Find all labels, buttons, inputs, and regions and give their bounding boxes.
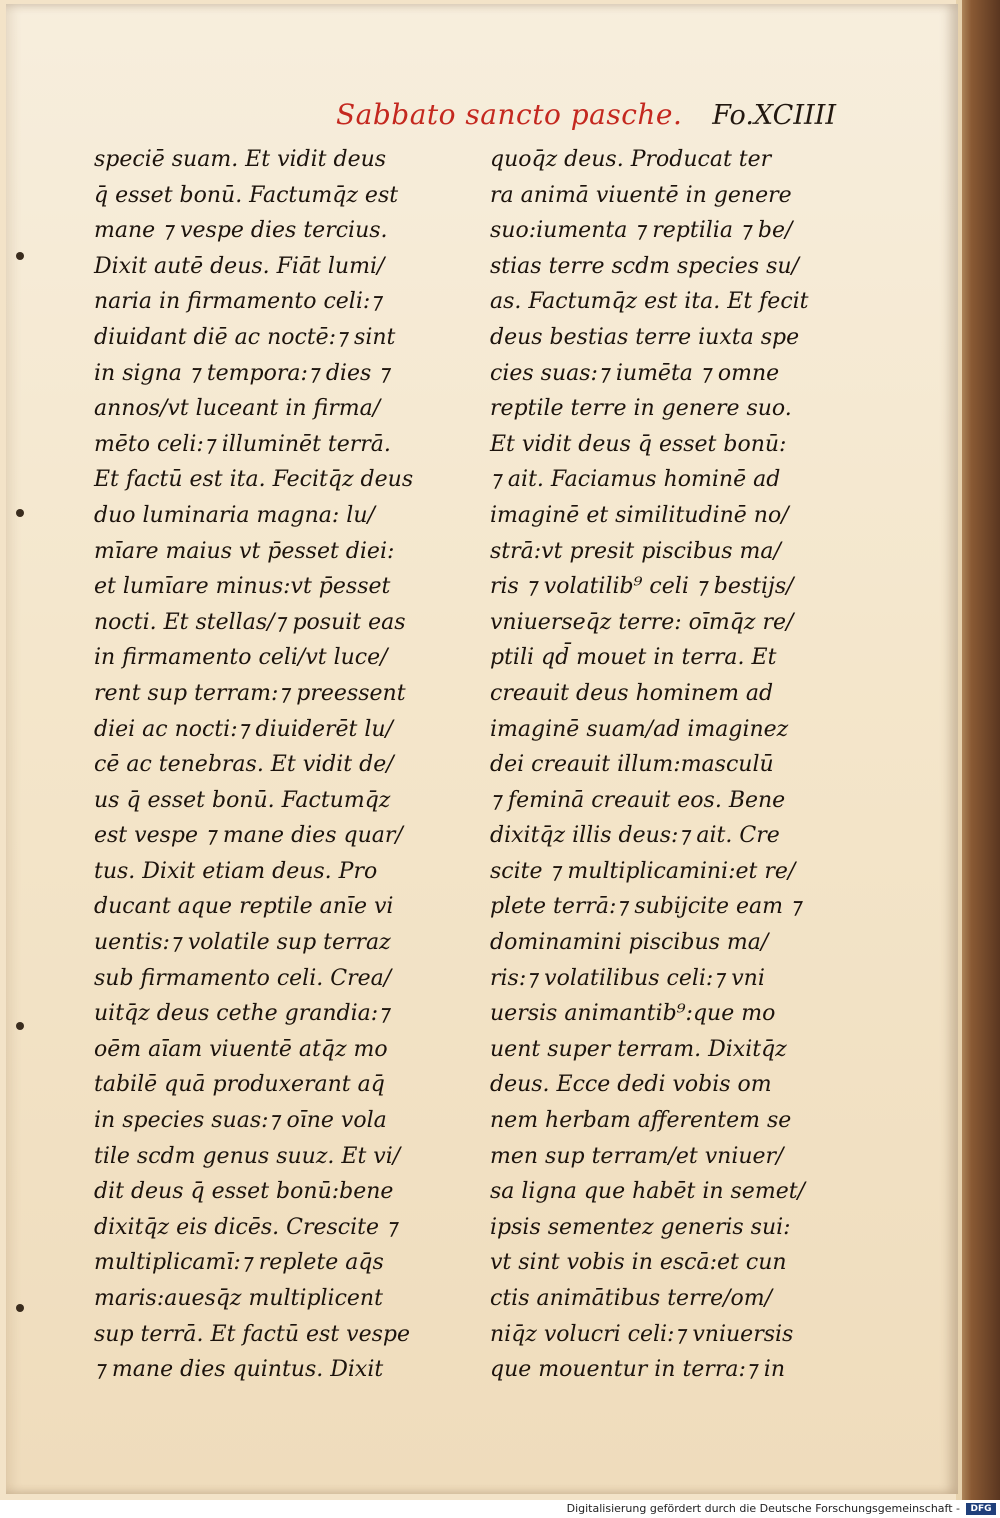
text-line: uitq̄z deus cethe grandia:⁊ bbox=[94, 1001, 390, 1027]
text-line: niq̄z volucri celi:⁊ vniuersis bbox=[490, 1321, 794, 1347]
binding-hole bbox=[16, 1304, 24, 1312]
text-line: plete terrā:⁊ subijcite eam ⁊ bbox=[490, 894, 801, 920]
text-line: vniuerseq̄z terre: oīmq̄z re/ bbox=[490, 609, 794, 635]
text-line: strā:vt presit piscibus ma/ bbox=[490, 538, 781, 564]
text-line: in species suas:⁊ oīne vola bbox=[94, 1108, 387, 1134]
text-line: quoq̄z deus. Producat ter bbox=[490, 147, 772, 172]
text-line: cē ac tenebras. Et vidit de/ bbox=[94, 752, 394, 778]
text-line: in signa ⁊ tempora:⁊ dies ⁊ bbox=[94, 360, 390, 386]
text-line: Et factū est ita. Fecitq̄z deus bbox=[94, 467, 414, 493]
text-line: que mouentur in terra:⁊ in bbox=[490, 1357, 786, 1383]
text-line: speciē suam. Et vidit deus bbox=[94, 147, 387, 172]
text-line: in firmamento celi/vt luce/ bbox=[94, 645, 388, 671]
text-line: duo luminaria magna: lu/ bbox=[94, 502, 375, 528]
text-line: sup terrā. Et factū est vespe bbox=[94, 1321, 410, 1347]
text-line: mīare maius vt p̄esset diei: bbox=[94, 538, 395, 564]
running-head: Sabbato sancto pasche. bbox=[336, 98, 683, 131]
text-line: nocti. Et stellas/⁊ posuit eas bbox=[94, 609, 406, 635]
text-line: suo:iumenta ⁊ reptilia ⁊ be/ bbox=[490, 218, 793, 244]
text-line: ipsis sementez generis sui: bbox=[490, 1214, 791, 1240]
text-line: ⁊ ait. Faciamus hominē ad bbox=[490, 467, 781, 493]
text-line: us q̄ esset bonū. Factumq̄z bbox=[94, 787, 391, 813]
text-line: sa ligna que habēt in semet/ bbox=[490, 1179, 805, 1205]
text-line: dominamini piscibus ma/ bbox=[490, 930, 769, 956]
text-line: diuidant diē ac noctē:⁊ sint bbox=[94, 324, 396, 350]
text-line: dixitq̄z illis deus:⁊ ait. Cre bbox=[490, 823, 780, 849]
dfg-logo: DFG bbox=[966, 1503, 996, 1515]
text-line: ris:⁊ volatilibus celi:⁊ vni bbox=[490, 965, 765, 991]
binding-hole bbox=[16, 252, 24, 260]
text-line: tile scdm genus suuz. Et vi/ bbox=[94, 1143, 401, 1169]
text-line: multiplicamī:⁊ replete aq̄s bbox=[94, 1250, 384, 1276]
text-line: diei ac nocti:⁊ diuiderēt lu/ bbox=[94, 716, 393, 742]
text-line: reptile terre in genere suo. bbox=[490, 396, 792, 422]
folio-number: Fo.XCIIII bbox=[712, 100, 836, 131]
text-line: rent sup terram:⁊ preessent bbox=[94, 680, 406, 706]
text-line: tabilē quā produxerant aq̄ bbox=[94, 1072, 385, 1098]
text-line: maris:auesq̄z multiplicent bbox=[94, 1286, 383, 1311]
text-line: scite ⁊ multiplicamini:et re/ bbox=[490, 858, 796, 884]
text-line: naria in firmamento celi:⁊ bbox=[94, 289, 382, 315]
text-line: cies suas:⁊ iumēta ⁊ omne bbox=[490, 360, 780, 386]
binding-hole bbox=[16, 1022, 24, 1030]
text-line: et lumīare minus:vt p̄esset bbox=[94, 574, 391, 600]
text-line: ctis animātibus terre/om/ bbox=[490, 1286, 773, 1311]
text-line: dixitq̄z eis dicēs. Crescite ⁊ bbox=[94, 1214, 397, 1240]
text-line: stias terre scdm species su/ bbox=[490, 253, 799, 279]
text-line: q̄ esset bonū. Factumq̄z est bbox=[94, 182, 399, 208]
text-line: annos/vt luceant in firma/ bbox=[94, 396, 381, 422]
text-line: oēm aīam viuentē atq̄z mo bbox=[94, 1036, 388, 1062]
text-line: men sup terram/et vniuer/ bbox=[490, 1143, 784, 1169]
text-line: tus. Dixit etiam deus. Pro bbox=[94, 858, 378, 884]
text-line: uentis:⁊ volatile sup terraz bbox=[94, 930, 391, 956]
text-line: imaginē et similitudinē no/ bbox=[490, 502, 789, 528]
text-line: mane ⁊ vespe dies tercius. bbox=[94, 218, 388, 244]
text-line: deus bestias terre iuxta spe bbox=[490, 324, 800, 350]
book-page bbox=[6, 4, 958, 1494]
text-line: dit deus q̄ esset bonū:bene bbox=[94, 1179, 394, 1205]
text-line: ⁊ feminā creauit eos. Bene bbox=[490, 787, 786, 813]
text-column-right bbox=[490, 142, 840, 1388]
text-line: ducant aque reptile anīe vi bbox=[94, 894, 394, 920]
text-line: est vespe ⁊ mane dies quar/ bbox=[94, 823, 403, 849]
text-line: Dixit autē deus. Fiāt lumi/ bbox=[94, 253, 385, 279]
funding-credit: Digitalisierung gefördert durch die Deutsche Forschungsgemeinschaft - bbox=[566, 1502, 960, 1515]
text-line: uent super terram. Dixitq̄z bbox=[490, 1036, 787, 1062]
text-line: ris ⁊ volatilib⁹ celi ⁊ bestijs/ bbox=[490, 574, 794, 600]
binding-hole bbox=[16, 509, 24, 517]
text-line: ra animā viuentē in genere bbox=[490, 182, 792, 208]
text-line: uersis animantib⁹:que mo bbox=[490, 1001, 776, 1027]
text-line: vt sint vobis in escā:et cun bbox=[490, 1250, 787, 1276]
text-line: ⁊ mane dies quintus. Dixit bbox=[94, 1357, 384, 1383]
text-line: nem herbam afferentem se bbox=[490, 1108, 792, 1134]
page-header bbox=[336, 94, 846, 144]
text-line: dei creauit illum:masculū bbox=[490, 752, 774, 778]
text-line: ptili qd̄ mouet in terra. Et bbox=[490, 645, 777, 671]
text-line: as. Factumq̄z est ita. Et fecit bbox=[490, 289, 809, 315]
book-cover-edge bbox=[956, 0, 1000, 1500]
text-line: Et vidit deus q̄ esset bonū: bbox=[490, 431, 787, 457]
text-line: creauit deus hominem ad bbox=[490, 680, 774, 706]
text-line: imaginē suam/ad imaginez bbox=[490, 716, 789, 742]
text-line: sub firmamento celi. Crea/ bbox=[94, 965, 392, 991]
text-line: mēto celi:⁊ illuminēt terrā. bbox=[94, 431, 391, 457]
text-column-left bbox=[94, 142, 449, 1388]
text-line: deus. Ecce dedi vobis om bbox=[490, 1072, 772, 1098]
